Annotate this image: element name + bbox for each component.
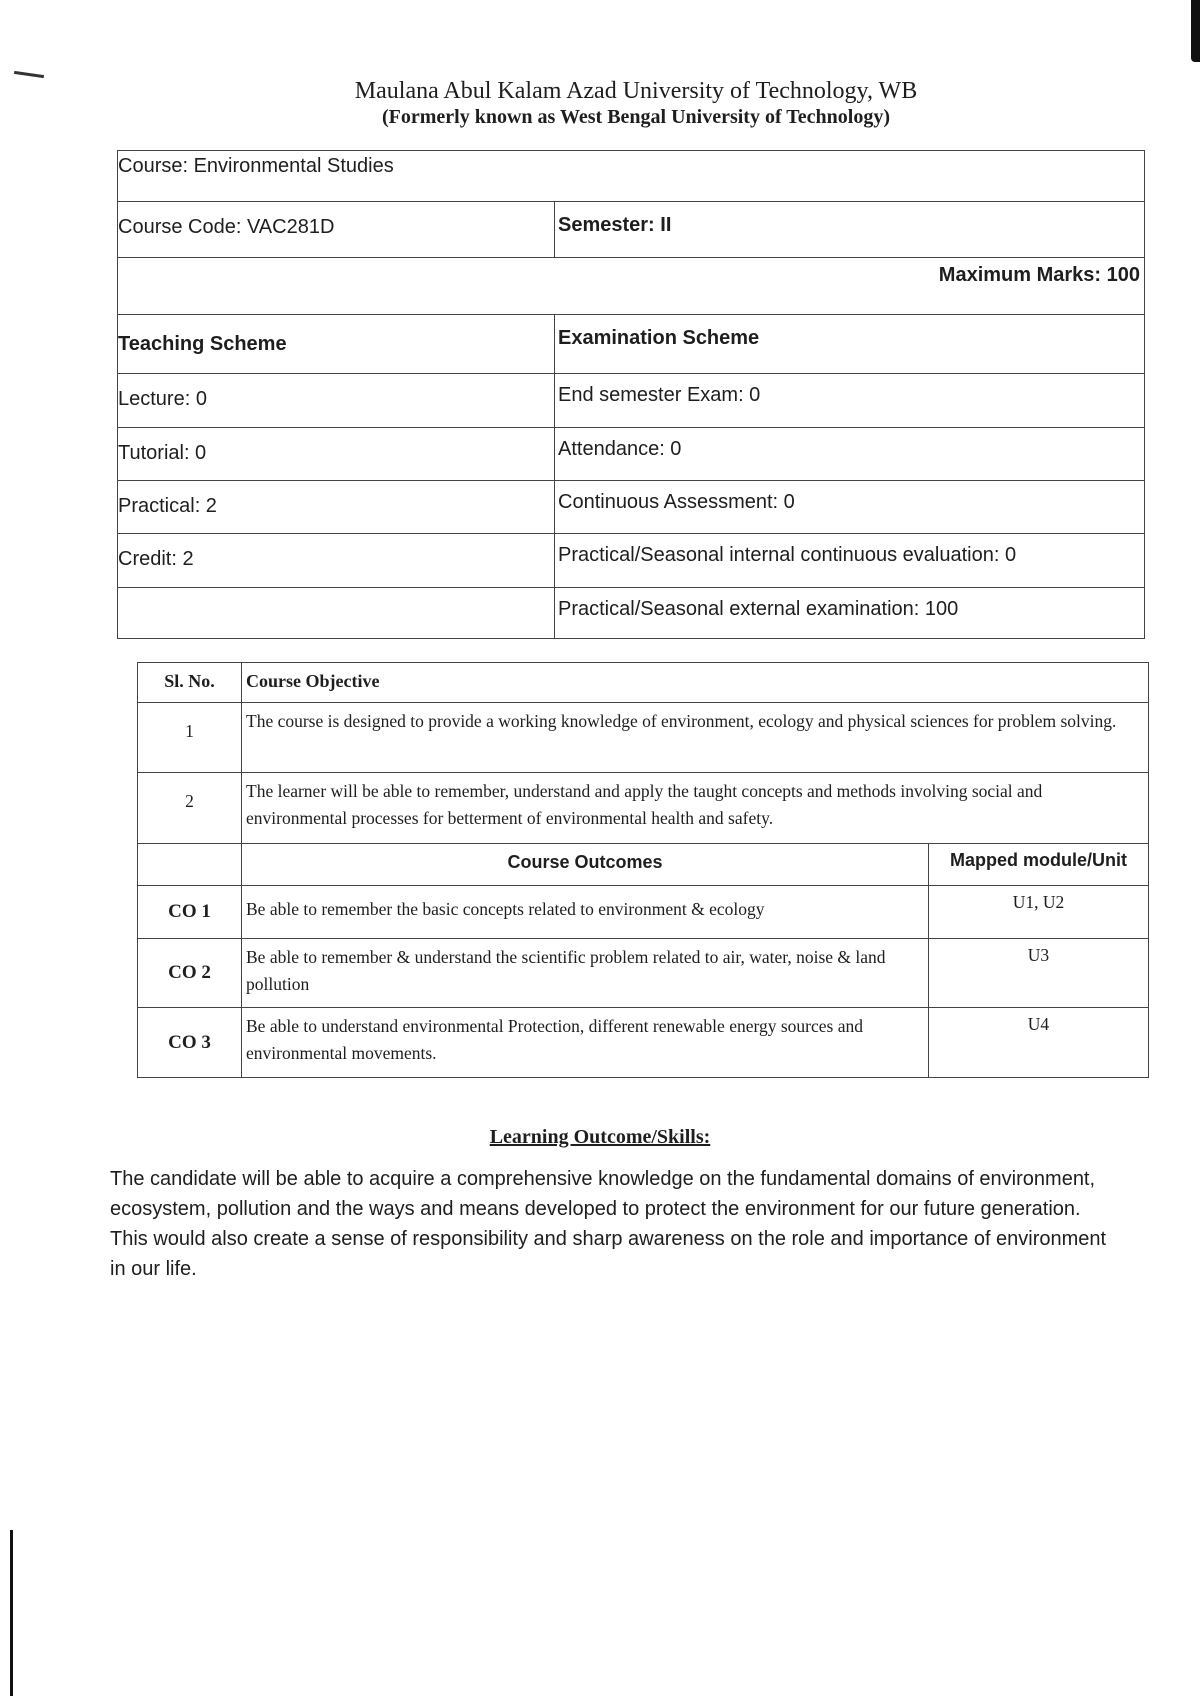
- outcome-text: Be able to remember the basic concepts related to environment & ecology: [246, 899, 765, 919]
- scheme-row: [117, 428, 1145, 481]
- course-outcomes-header: Course Outcomes: [507, 852, 663, 872]
- course-code: Course Code: VAC281D: [118, 202, 555, 257]
- outcome-text: Be able to understand environmental Protection, different renewable energy sources and environmental movements.: [246, 1016, 863, 1063]
- maximum-marks: Maximum Marks: 100: [938, 264, 1140, 286]
- outcomes-header-row: [138, 844, 1148, 886]
- outcomes-header-blank: [138, 844, 242, 885]
- learning-outcome-title: Learning Outcome/Skills:: [489, 1126, 711, 1148]
- outcome-row: [138, 1008, 1148, 1078]
- max-marks-row: [117, 258, 1145, 315]
- outcome-id: CO 2: [138, 939, 242, 1007]
- objective-row: [138, 773, 1148, 844]
- external-examination: Practical/Seasonal external examination: 100: [558, 598, 959, 620]
- objective-text: The course is designed to provide a working knowledge of environment, ecology and physical sciences for problem solving.: [246, 711, 1117, 731]
- scheme-row: [117, 588, 1145, 639]
- credit: Credit: 2: [118, 534, 555, 587]
- internal-evaluation: Practical/Seasonal internal continuous evaluation: 0: [558, 544, 1017, 566]
- sl-no-header: Sl. No.: [138, 663, 242, 702]
- objective-text: The learner will be able to remember, understand and apply the taught concepts and methods involving social and environmental processes for betterment of environmental health and safety.: [246, 781, 1043, 828]
- outcome-unit: U4: [928, 1008, 1148, 1077]
- outcome-row: [138, 939, 1148, 1008]
- university-name: Maulana Abul Kalam Azad University of Technology, WB: [354, 78, 918, 104]
- scheme-row: [117, 374, 1145, 428]
- objective-row: [138, 703, 1148, 773]
- continuous-assessment: Continuous Assessment: 0: [558, 491, 795, 513]
- objectives-outcomes-table: [137, 662, 1149, 1078]
- learning-outcome-text: The candidate will be able to acquire a comprehensive knowledge on the fundamental domains of environment, ecosystem, pollution and the ways and means developed to protect the environment for our future generation. This would also create a sense of responsibility and sharp awareness on the role and importance of environment in our life.: [110, 1168, 1107, 1280]
- semester: Semester: II: [558, 214, 672, 236]
- teaching-scheme-heading: Teaching Scheme: [118, 315, 555, 373]
- outcome-unit: U3: [928, 939, 1148, 1007]
- teaching-empty-cell: [118, 588, 555, 638]
- objective-header-row: [138, 662, 1148, 703]
- outcome-text: Be able to remember & understand the scientific problem related to air, water, noise & land pollution: [246, 947, 886, 994]
- course-name-row: [117, 150, 1145, 202]
- attendance: Attendance: 0: [558, 438, 682, 460]
- university-former-name: (Formerly known as West Bengal University of Technology): [382, 106, 890, 128]
- examination-scheme-heading: Examination Scheme: [558, 327, 760, 349]
- practical: Practical: 2: [118, 481, 555, 533]
- scheme-row: [117, 534, 1145, 588]
- tutorial: Tutorial: 0: [118, 428, 555, 480]
- end-semester-exam: End semester Exam: 0: [558, 384, 761, 406]
- scan-dash-mark: [14, 71, 44, 78]
- outcome-id: CO 3: [138, 1008, 242, 1077]
- outcome-row: [138, 886, 1148, 939]
- scan-corner-mark: [1191, 0, 1200, 62]
- lecture: Lecture: 0: [118, 374, 555, 427]
- course-name: Course: Environmental Studies: [118, 155, 394, 177]
- scheme-heading-row: [117, 315, 1145, 374]
- objective-sl: 1: [138, 703, 242, 772]
- mapped-unit-header: Mapped module/Unit: [928, 844, 1148, 885]
- objective-sl: 2: [138, 773, 242, 843]
- scan-edge-mark: [10, 1530, 13, 1696]
- course-info-table: [117, 150, 1145, 639]
- outcome-id: CO 1: [138, 886, 242, 938]
- course-objective-header: Course Objective: [246, 671, 380, 691]
- course-code-row: [117, 202, 1145, 258]
- outcome-unit: U1, U2: [928, 886, 1148, 938]
- scheme-row: [117, 481, 1145, 534]
